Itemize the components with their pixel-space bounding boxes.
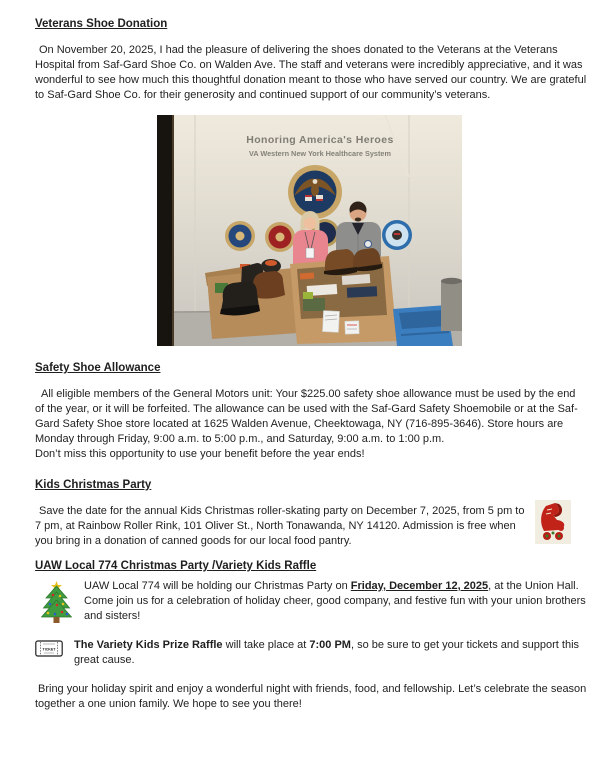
veterans-heading: Veterans Shoe Donation [35, 18, 168, 30]
army-seal [225, 221, 255, 251]
raffle-name: The Variety Kids Prize Raffle [74, 639, 223, 651]
donation-photo-illustration [157, 115, 462, 346]
photo-wall-subtitle: VA Western New York Healthcare System [249, 149, 391, 158]
coast-guard-seal [382, 220, 412, 250]
safety-paragraph: All eligible members of the General Motors unit: Your $225.00 safety shoe allowance must be used by the end of the year, or it will be forfeited. The allowance can be used with the Saf-Gard Safety Shoemobile or at the Saf-Gard Safety Shoe store located at 1625 Walden Avenue, Cheektowaga, NY (716-895-3646). Store hours are Monday through Friday, 9:00 a.m. to 5:00 p.m., and Saturday, 9:00 a.m. to 1:00 p.m. [35, 388, 578, 445]
roller-skate-icon [535, 500, 571, 544]
uaw-party-date: Friday, December 12, 2025 [350, 580, 489, 592]
uaw-party-text-pre: UAW Local 774 will be holding our Christmas Party on [84, 580, 351, 592]
uaw-party-paragraph [35, 579, 587, 624]
raffle-ticket-icon [35, 640, 63, 657]
ticket-label: TICKET [42, 647, 56, 652]
raffle-text-post: , so be sure to get your tickets and support this great cause. [74, 639, 580, 666]
kids-party-paragraph: Save the date for the annual Kids Christmas roller-skating party on December 7, 2025, from 5 pm to 7 pm, at Rainbow Roller Rink, 101 Oliver St., North Tonawanda, NY 14120. Admission is free when you bring in a donation of canned goods for our local food pantry. [35, 505, 525, 547]
closing-paragraph: Bring your holiday spirit and enjoy a wonderful night with friends, food, and fellowship. Let’s celebrate the season together a one union family. We hope to see you there! [35, 683, 587, 710]
shoe-box-left [205, 259, 298, 339]
donation-photo [157, 115, 462, 346]
safety-heading: Safety Shoe Allowance [35, 362, 161, 374]
christmas-tree-icon [41, 581, 72, 623]
uaw-heading: UAW Local 774 Christmas Party /Variety Kids Raffle [35, 560, 317, 572]
raffle-time: 7:00 PM [309, 639, 351, 651]
uaw-party-text-post: , at the Union Hall. Come join us for a celebration of holiday cheer, good company, and festive fun with your union brothers and sisters! [84, 580, 586, 622]
photo-door-frame [157, 115, 174, 346]
gray-canister [441, 278, 462, 331]
veterans-paragraph: On November 20, 2025, I had the pleasure of delivering the shoes donated to the Veterans at the Veterans Hospital from Saf-Gard Shoe Co. on Walden Ave. The staff and veterans were incredibly appreciative, and it was wonderful to see how much this thoughtful donation meant to those who have served our country. We are grateful to Saf-Gard Shoe Co. for their generosity and continued support of our community’s veterans. [35, 44, 587, 101]
marines-seal [265, 222, 295, 252]
raffle-paragraph [74, 638, 587, 668]
photo-wall-title: Honoring America's Heroes [246, 134, 394, 146]
safety-reminder: Don’t miss this opportunity to use your benefit before the year ends! [35, 448, 365, 460]
kids-party-heading: Kids Christmas Party [35, 479, 152, 491]
raffle-text-mid: will take place at [222, 639, 310, 651]
va-seal [288, 165, 342, 219]
